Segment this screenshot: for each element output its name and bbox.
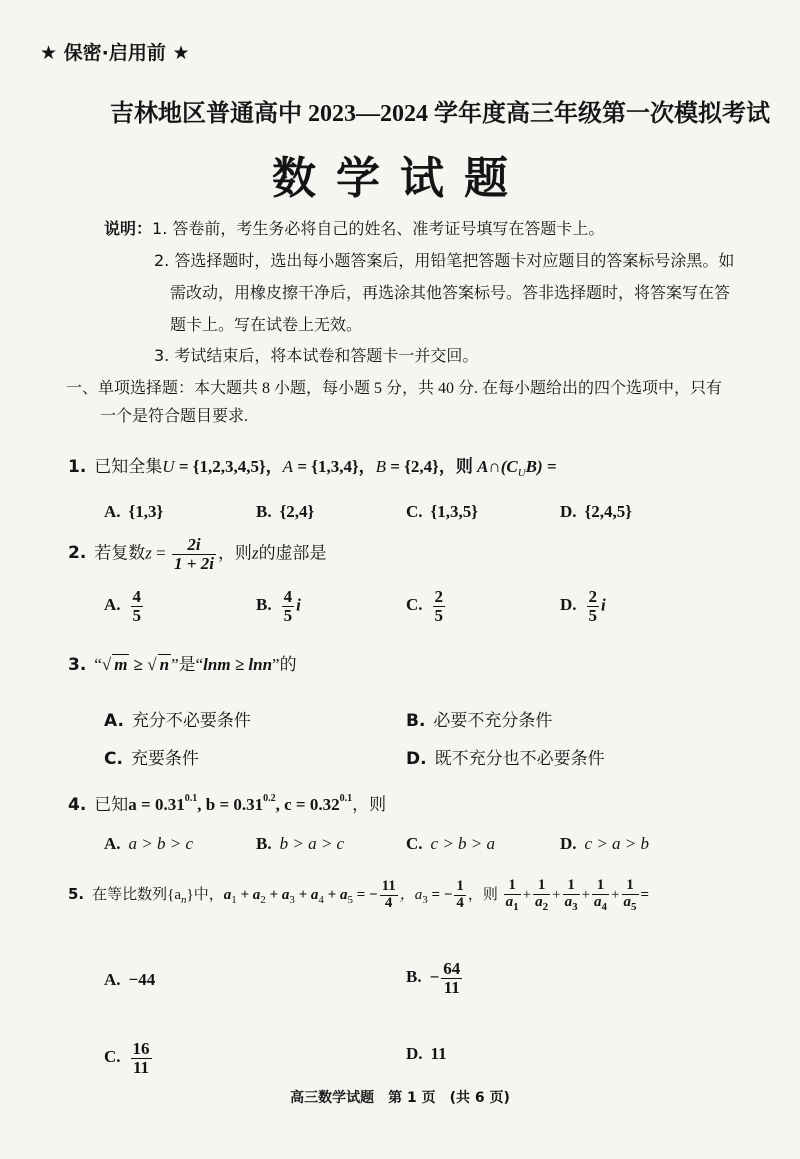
q2-option-d: D. $\frac{2}{5}$ i <box>560 587 606 625</box>
instructions-line-5: 3. 考试结束后，将本试卷和答题卡一并交回。 <box>154 346 479 365</box>
q5-option-d: D. 11 <box>406 1044 447 1063</box>
q1-option-c: C. {1,3,5} <box>406 502 478 521</box>
question-number: 4. <box>68 795 87 815</box>
section-heading-line-1: 一、单项选择题：本大题共 8 小题，每小题 5 分，共 40 分. 在每小题给出的四个选项中，只有 <box>66 380 723 397</box>
subject-title: 数学试题 <box>272 154 528 203</box>
fraction: $\frac{2i}{1 + 2i}$ <box>174 535 214 573</box>
q1-option-b: B. {2,4} <box>256 502 315 521</box>
question-1: 1. 已知全集U = {1,2,3,4,5}，A = {1,3,4}，B = {2,4}，则 $A\cap(C_UB)$ = <box>68 457 557 479</box>
confidential-label: ★ 保密·启用前 ★ <box>40 42 190 64</box>
page-footer: 高三数学试题 第 1 页 (共 6 页) <box>290 1090 510 1106</box>
q3-option-d: D. 既不充分也不必要条件 <box>406 749 605 769</box>
instructions-label: 说明： <box>104 219 153 238</box>
sqrt-icon: √ <box>147 655 157 674</box>
question-number: 5. <box>68 885 85 904</box>
q5-option-c: C. $\frac{16}{11}$ <box>104 1039 150 1077</box>
q3-option-a: A. 充分不必要条件 <box>104 711 251 731</box>
q4-option-a: A. a > b > c <box>104 834 194 853</box>
q3-option-c: C. 充要条件 <box>104 749 199 769</box>
instructions-line-2: 2. 答选择题时，选出每小题答案后，用铅笔把答题卡对应题目的答案标号涂黑。如 <box>154 251 735 270</box>
q4-option-b: B. b > a > c <box>256 834 345 853</box>
sqrt-icon: √ <box>101 655 112 674</box>
question-number: 2. <box>68 543 87 564</box>
q4-option-c: C. c > b > a <box>406 834 496 853</box>
q5-option-b: B. − $\frac{64}{11}$ <box>406 959 461 997</box>
question-number: 1. <box>68 457 87 477</box>
q5-option-a: A. −44 <box>104 970 156 989</box>
q4-option-d: D. c > a > b <box>560 834 650 853</box>
instructions-line-3: 需改动，用橡皮擦干净后，再选涂其他答案标号。答非选择题时，将答案写在答 <box>170 283 731 302</box>
section-heading-line-2: 一个是符合题目要求. <box>100 408 249 425</box>
question-4: 4. 已知$a = 0.31^{0.1}$, $b = 0.31^{0.2}$, $c = 0.32^{0.1}$，则 <box>68 793 387 815</box>
q2-option-c: C. $\frac{2}{5}$ <box>406 587 444 625</box>
question-5: 5. 在等比数列$\{a_n\}$中，$a_1 + a_2 + a_3 + a_4 + a_5$ = − $\frac{11}{4}$ ，$a_3$ = − $\frac{1}{4}$ ，则 $\frac{1}{a_1}$ + $\frac{1}{a_2}$ + $\frac{1}{a_3}$ + $\frac{1}{a_4}$ + $\frac{1}{a_5}$ = <box>68 877 650 913</box>
fraction: $\frac{1}{4}$ <box>456 878 464 912</box>
q1-option-a: A. {1,3} <box>104 502 164 521</box>
instructions-line-1: 说明：1. 答卷前，考生务必将自己的姓名、准考证号填写在答题卡上。 <box>104 219 605 238</box>
q3-option-b: B. 必要不充分条件 <box>406 711 553 731</box>
question-number: 3. <box>68 655 87 675</box>
instructions-line-4: 题卡上。写在试卷上无效。 <box>170 315 363 334</box>
q1-option-d: D. {2,4,5} <box>560 502 632 521</box>
q2-option-a: A. $\frac{4}{5}$ <box>104 587 142 625</box>
fraction: $\frac{11}{4}$ <box>381 878 396 912</box>
q2-option-b: B. $\frac{4}{5}$ i <box>256 587 301 625</box>
question-3: 3. “√ m ≥ √ n ”是“lnm ≥ lnn”的 <box>68 655 297 675</box>
exam-title: 吉林地区普通高中 2023—2024 学年度高三年级第一次模拟考试 <box>110 101 770 127</box>
question-2: 2. 若复数z = $\frac{2i}{1 + 2i}$ ，则z的虚部是 <box>68 535 327 573</box>
